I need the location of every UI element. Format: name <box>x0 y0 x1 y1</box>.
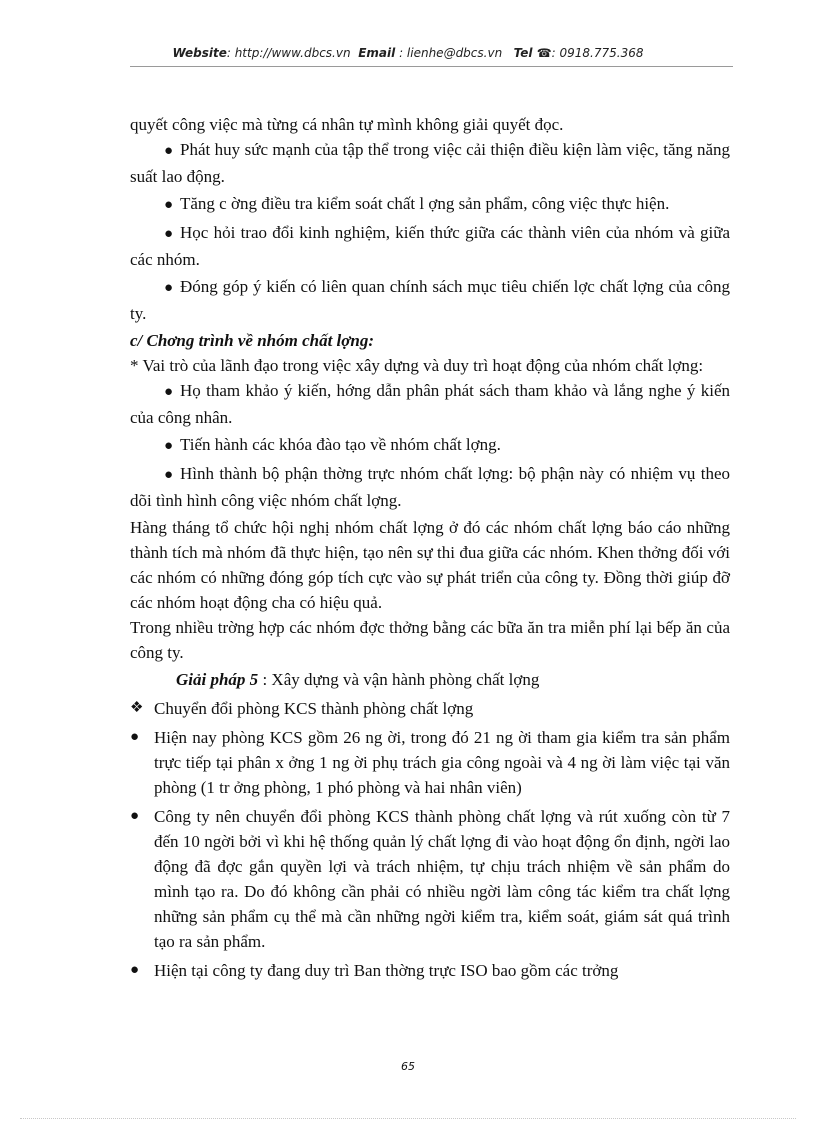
bullet-icon: ● <box>164 197 174 213</box>
solution-title: : Xây dựng và vận hành phòng chất lợng <box>258 670 540 689</box>
bullet-item: ● Hình thành bộ phận thờng trực nhóm chất lợng: bộ phận này có nhiệm vụ theo dõi tình hình công việc nhóm chất lợng. <box>130 464 730 510</box>
solution-heading <box>130 667 730 692</box>
bullet-icon: ● <box>164 226 174 242</box>
paragraph: * Vai trò của lãnh đạo trong việc xây dựng và duy trì hoạt động của nhóm chất lợng: <box>130 356 704 375</box>
page-body <box>130 112 730 983</box>
bullet-icon: ● <box>164 467 174 483</box>
bullet-icon: ● <box>164 438 174 454</box>
bullet-item: ● Học hỏi trao đổi kinh nghiệm, kiến thức giữa các thành viên của nhóm và giữa các nhóm. <box>130 223 730 269</box>
bullet-icon: ● <box>164 384 174 400</box>
bullet-item: ● Đóng góp ý kiến có liên quan chính sách mục tiêu chiến lợc chất lợng của công ty. <box>130 277 730 323</box>
list-item: ● Công ty nên chuyển đổi phòng KCS thành phòng chất lợng và rút xuống còn từ 7 đến 10 ngời bởi vì khi hệ thống quản lý chất lợng đi vào hoạt động ổn định, ngời lao động đã đợc gắn quyền lợi và trách nhiệm, tự chịu trách nhiệm về sản phẩm do mình tạo ra. Do đó không cần phải có nhiều ngời làm công tác kiểm tra chất lợng những sản phẩm cụ thể mà cần những ngời kiểm tra, kiểm soát, giám sát quá trình tạo ra sản phẩm. <box>130 804 730 954</box>
bullet-item: ● Phát huy sức mạnh của tập thể trong việc cải thiện điều kiện làm việc, tăng năng suất lao động. <box>130 140 730 186</box>
website-label: Website <box>172 46 227 60</box>
bullet-icon: ● <box>130 808 140 824</box>
solution-label: Giải pháp 5 <box>176 670 259 689</box>
section-heading: c/ Chơng trình về nhóm chất lợng: <box>130 331 375 350</box>
paragraph: Hàng tháng tổ chức hội nghị nhóm chất lợng ở đó các nhóm chất lợng báo cáo những thành tích mà nhóm đã thực hiện, tạo nên sự thi đua giữa các nhóm. Khen thởng đối với các nhóm có những đóng góp tích cực vào sự phát triển của công ty. Đồng thời giúp đỡ các nhóm hoạt động cha có hiệu quả. <box>130 518 730 612</box>
email-address[interactable]: : lienhe@dbcs.vn <box>399 46 503 60</box>
page-number: 65 <box>401 1060 415 1073</box>
bullet-icon: ● <box>130 962 140 978</box>
website-url[interactable]: : http://www.dbcs.vn <box>226 46 351 60</box>
footer-divider <box>20 1118 796 1119</box>
page-header <box>0 46 816 60</box>
bullet-icon: ● <box>130 729 140 745</box>
paragraph: Trong nhiều trờng hợp các nhóm đợc thởng bằng các bữa ăn tra miễn phí lại bếp ăn của công ty. <box>130 618 730 662</box>
tel-label: Tel ☎ <box>513 46 552 60</box>
bullet-icon: ● <box>164 280 174 296</box>
bullet-icon: ● <box>164 143 174 159</box>
diamond-bullet-icon: ❖ <box>130 700 144 716</box>
list-item: ● Hiện tại công ty đang duy trì Ban thờng trực ISO bao gồm các trởng <box>130 958 730 983</box>
header-divider <box>130 66 733 67</box>
bullet-item: ● Họ tham khảo ý kiến, hớng dẫn phân phát sách tham khảo và lắng nghe ý kiến của công nhân. <box>130 381 730 427</box>
email-label: Email <box>358 46 396 60</box>
paragraph: quyết công việc mà từng cá nhân tự mình không giải quyết đọc. <box>130 115 564 134</box>
tel-number: : 0918.775.368 <box>551 46 644 60</box>
bullet-item: ● Tiến hành các khóa đào tạo về nhóm chất lợng. <box>130 432 730 459</box>
bullet-item: ● Tăng c ờng điều tra kiểm soát chất l ợng sản phẩm, công việc thực hiện. <box>130 191 730 218</box>
list-item: ❖ Chuyển đổi phòng KCS thành phòng chất lợng <box>130 696 730 721</box>
list-item: ● Hiện nay phòng KCS gồm 26 ng ời, trong đó 21 ng ời tham gia kiểm tra sản phẩm trực tiếp tại phân x ởng 1 ng ời phụ trách gia công ngoài và 4 ng ời làm việc tại văn phòng (1 tr ởng phòng, 1 phó phòng và hai nhân viên) <box>130 725 730 800</box>
